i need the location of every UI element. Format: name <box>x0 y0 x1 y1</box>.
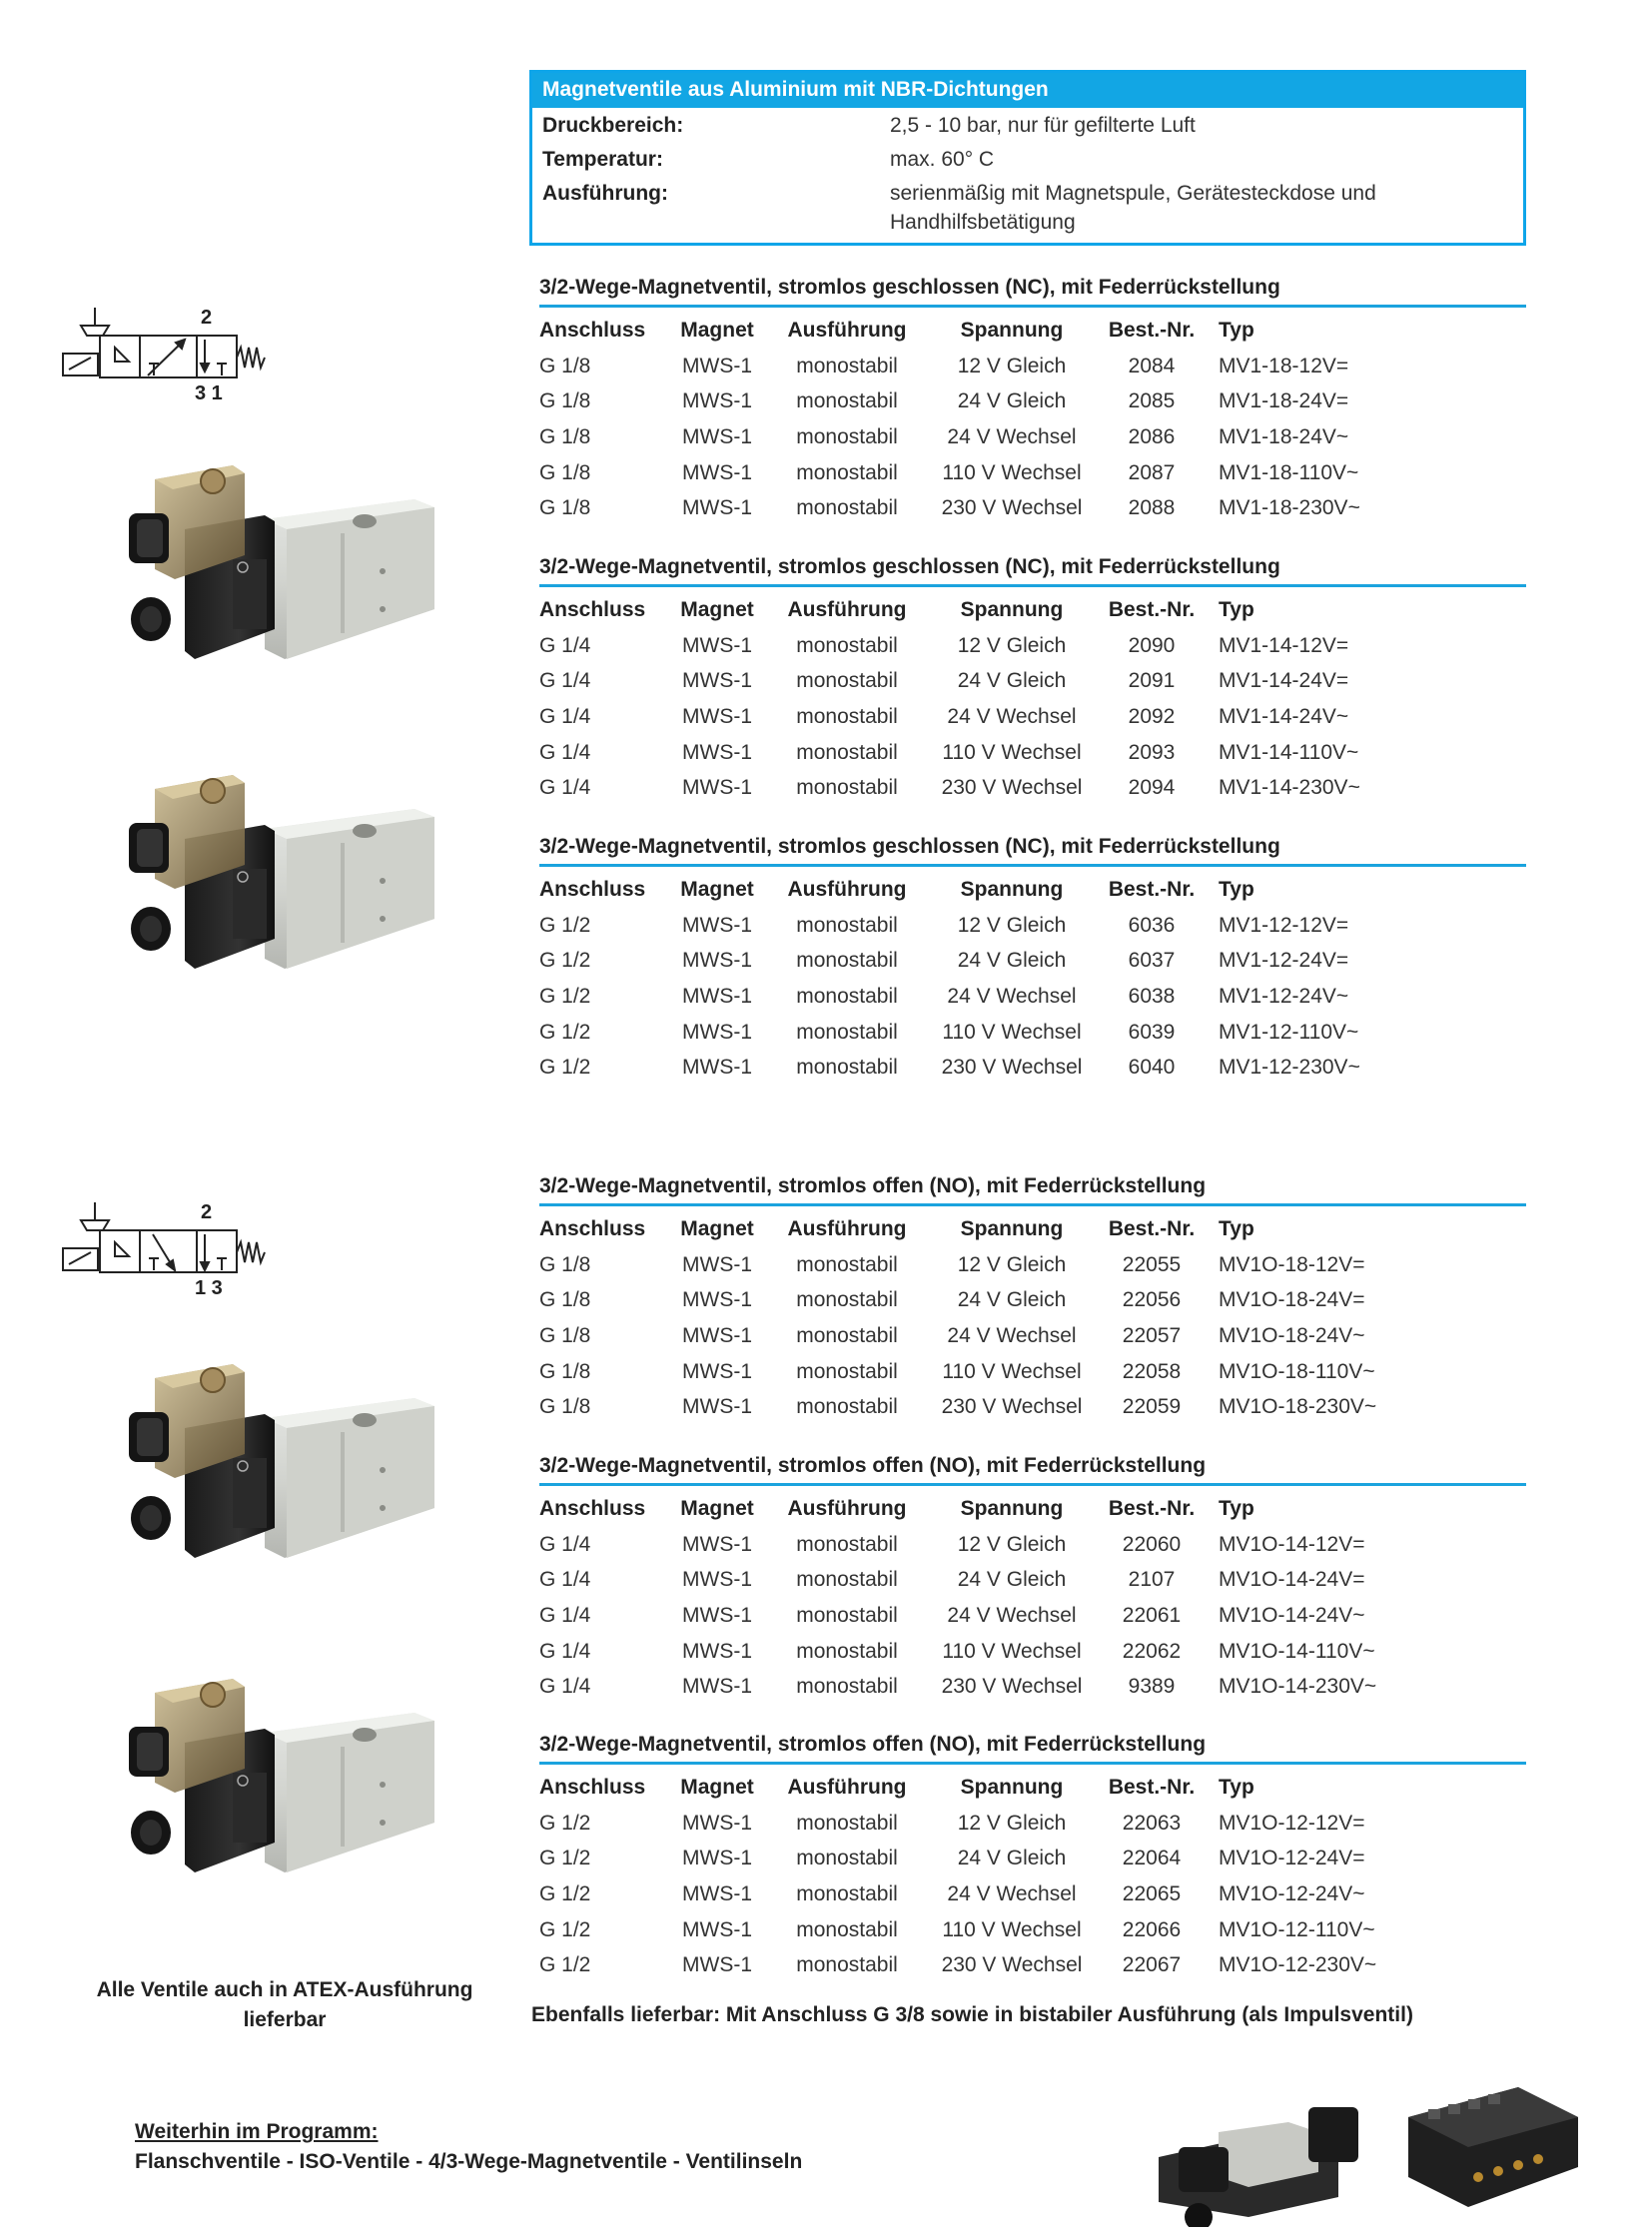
further-title: Weiterhin im Programm: <box>135 2120 379 2143</box>
column-header: Typ <box>1219 1775 1254 1799</box>
table-row <box>539 1318 1526 1354</box>
table-cell: G 1/2 <box>539 1847 591 1870</box>
table-cell: MV1-12-24V~ <box>1219 984 1349 1008</box>
table-row <box>539 1634 1526 1670</box>
table-cell: MWS-1 <box>682 776 752 800</box>
table-cell: MV1-12-230V~ <box>1219 1056 1360 1080</box>
column-header: Typ <box>1219 597 1254 621</box>
table-row <box>539 1527 1526 1563</box>
column-header: Spannung <box>960 1496 1064 1520</box>
column-header: Anschluss <box>539 877 646 901</box>
table-cell: MV1O-18-110V~ <box>1219 1359 1375 1383</box>
product-section <box>539 554 1526 806</box>
table-row <box>539 1912 1526 1948</box>
table-cell: 24 V Gleich <box>957 1847 1067 1870</box>
valve-photo-4 <box>100 1673 469 1892</box>
valve-photo-3 <box>100 1358 469 1578</box>
table-cell: MV1-18-230V~ <box>1219 496 1360 520</box>
table-cell: G 1/8 <box>539 389 591 413</box>
table-row <box>539 1354 1526 1390</box>
column-header: Spannung <box>960 318 1064 342</box>
product-section <box>539 834 1526 1086</box>
column-header: Magnet <box>680 1775 754 1799</box>
table-cell: monostabil <box>796 1532 898 1556</box>
column-header: Best.-Nr. <box>1108 1775 1196 1799</box>
table-cell: 110 V Wechsel <box>942 1639 1082 1663</box>
table-cell: 22059 <box>1122 1395 1182 1419</box>
table-cell: G 1/4 <box>539 669 591 693</box>
table-cell: monostabil <box>796 1288 898 1312</box>
table-cell: G 1/2 <box>539 1881 591 1905</box>
table-cell: 24 V Gleich <box>957 389 1067 413</box>
column-header: Best.-Nr. <box>1108 1216 1196 1240</box>
table-cell: MV1O-14-24V~ <box>1219 1603 1365 1627</box>
product-section <box>539 1453 1526 1705</box>
section-title: 3/2-Wege-Magnetventil, stromlos offen (NO), mit Federrückstellung <box>539 1173 1526 1206</box>
table-cell: G 1/2 <box>539 913 591 937</box>
table-row <box>539 1876 1526 1912</box>
table-cell: monostabil <box>796 1811 898 1835</box>
table-cell: MV1O-12-24V= <box>1219 1847 1365 1870</box>
table-cell: MV1O-14-12V= <box>1219 1532 1365 1556</box>
table-cell: 2090 <box>1128 633 1176 657</box>
table-cell: MWS-1 <box>682 1811 752 1835</box>
table-cell: MWS-1 <box>682 1847 752 1870</box>
table-cell: MWS-1 <box>682 1056 752 1080</box>
table-cell: 12 V Gleich <box>957 1811 1067 1835</box>
table-row <box>539 349 1526 384</box>
table-cell: MV1O-18-12V= <box>1219 1252 1365 1276</box>
table-cell: 12 V Gleich <box>957 1532 1067 1556</box>
table-cell: G 1/8 <box>539 354 591 377</box>
table-cell: G 1/4 <box>539 633 591 657</box>
column-header: Anschluss <box>539 1775 646 1799</box>
table-cell: monostabil <box>796 1639 898 1663</box>
column-header: Typ <box>1219 1496 1254 1520</box>
table-cell: G 1/4 <box>539 1675 591 1699</box>
table-cell: MWS-1 <box>682 1323 752 1347</box>
table-cell: 24 V Wechsel <box>947 1603 1077 1627</box>
table-cell: G 1/2 <box>539 1953 591 1977</box>
table-cell: monostabil <box>796 1568 898 1592</box>
table-cell: 6036 <box>1128 913 1176 937</box>
column-header: Best.-Nr. <box>1108 877 1196 901</box>
table-cell: monostabil <box>796 1917 898 1941</box>
table-cell: G 1/8 <box>539 1323 591 1347</box>
table-row <box>539 1598 1526 1634</box>
no-valve-symbol-icon <box>55 1194 295 1304</box>
column-header: Typ <box>1219 318 1254 342</box>
table-cell: 22065 <box>1122 1881 1182 1905</box>
table-cell: 110 V Wechsel <box>942 460 1082 484</box>
table-row <box>539 1015 1526 1051</box>
also-available-note: Ebenfalls lieferbar: Mit Anschluss G 3/8 sowie in bistabiler Ausführung (als Impulsventil) <box>531 2003 1413 2026</box>
table-cell: MWS-1 <box>682 633 752 657</box>
column-header: Spannung <box>960 1216 1064 1240</box>
table-cell: MV1-14-12V= <box>1219 633 1349 657</box>
section-title: 3/2-Wege-Magnetventil, stromlos offen (NO), mit Federrückstellung <box>539 1453 1526 1486</box>
table-cell: G 1/2 <box>539 1020 591 1044</box>
table-cell: 2092 <box>1128 704 1176 728</box>
table-cell: 12 V Gleich <box>957 354 1067 377</box>
spec-row-execution <box>532 176 1523 243</box>
table-row <box>539 663 1526 699</box>
table-cell: MV1O-12-24V~ <box>1219 1881 1365 1905</box>
table-cell: 22058 <box>1122 1359 1182 1383</box>
table-cell: 24 V Gleich <box>957 669 1067 693</box>
column-header: Magnet <box>680 597 754 621</box>
table-cell: MV1O-12-230V~ <box>1219 1953 1377 1977</box>
table-cell: G 1/4 <box>539 1532 591 1556</box>
table-cell: 6037 <box>1128 949 1176 973</box>
table-cell: 22066 <box>1122 1917 1182 1941</box>
table-cell: monostabil <box>796 1603 898 1627</box>
table-cell: monostabil <box>796 1252 898 1276</box>
valve-island-photo <box>1388 2047 1588 2217</box>
further-items: Flanschventile - ISO-Ventile - 4/3-Wege-Magnetventile - Ventilinseln <box>135 2150 803 2173</box>
table-cell: MWS-1 <box>682 1917 752 1941</box>
table-cell: MV1O-12-12V= <box>1219 1811 1365 1835</box>
column-header: Anschluss <box>539 1216 646 1240</box>
table-cell: 24 V Wechsel <box>947 704 1077 728</box>
port-label-top: 2 <box>201 1201 213 1223</box>
table-cell: MV1-12-24V= <box>1219 949 1349 973</box>
table-cell: MWS-1 <box>682 669 752 693</box>
table-cell: G 1/8 <box>539 496 591 520</box>
table-cell: monostabil <box>796 460 898 484</box>
table-cell: MWS-1 <box>682 1020 752 1044</box>
table-header <box>539 1491 1526 1527</box>
table-row <box>539 1669 1526 1705</box>
table-cell: 2094 <box>1128 776 1176 800</box>
table-cell: MV1-14-24V~ <box>1219 704 1349 728</box>
table-cell: monostabil <box>796 1881 898 1905</box>
table-cell: 24 V Wechsel <box>947 424 1077 448</box>
table-cell: 9389 <box>1128 1675 1176 1699</box>
further-programme <box>135 2117 802 2177</box>
spec-label: Ausführung: <box>542 182 668 205</box>
table-cell: G 1/8 <box>539 1252 591 1276</box>
table-row <box>539 1282 1526 1318</box>
table-cell: monostabil <box>796 1395 898 1419</box>
table-cell: MV1O-14-24V= <box>1219 1568 1365 1592</box>
table-cell: MWS-1 <box>682 913 752 937</box>
section-title: 3/2-Wege-Magnetventil, stromlos geschlossen (NC), mit Federrückstellung <box>539 554 1526 587</box>
spec-value: 2,5 - 10 bar, nur für gefilterte Luft <box>890 114 1196 137</box>
spec-value: max. 60° C <box>890 148 995 171</box>
table-row <box>539 1841 1526 1876</box>
table-cell: monostabil <box>796 424 898 448</box>
column-header: Ausführung <box>787 318 907 342</box>
table-cell: monostabil <box>796 913 898 937</box>
table-cell: monostabil <box>796 669 898 693</box>
spec-label: Druckbereich: <box>542 114 684 137</box>
column-header: Ausführung <box>787 597 907 621</box>
column-header: Best.-Nr. <box>1108 1496 1196 1520</box>
table-cell: MWS-1 <box>682 984 752 1008</box>
table-cell: G 1/4 <box>539 1568 591 1592</box>
table-cell: 110 V Wechsel <box>942 1917 1082 1941</box>
table-header <box>539 592 1526 628</box>
table-cell: G 1/2 <box>539 949 591 973</box>
table-cell: 12 V Gleich <box>957 1252 1067 1276</box>
valve-photo-1 <box>100 459 469 679</box>
table-cell: 2086 <box>1128 424 1176 448</box>
table-cell: 110 V Wechsel <box>942 1020 1082 1044</box>
table-cell: 22063 <box>1122 1811 1182 1835</box>
table-cell: MV1-18-110V~ <box>1219 460 1359 484</box>
table-cell: MWS-1 <box>682 1603 752 1627</box>
table-cell: 24 V Wechsel <box>947 984 1077 1008</box>
table-cell: MWS-1 <box>682 1395 752 1419</box>
spec-label: Temperatur: <box>542 148 663 171</box>
table-cell: MWS-1 <box>682 1359 752 1383</box>
column-header: Magnet <box>680 1216 754 1240</box>
table-cell: MWS-1 <box>682 1881 752 1905</box>
table-cell: 2091 <box>1128 669 1176 693</box>
table-cell: monostabil <box>796 1953 898 1977</box>
table-row <box>539 628 1526 664</box>
table-cell: monostabil <box>796 1359 898 1383</box>
column-header: Ausführung <box>787 1496 907 1520</box>
table-cell: MWS-1 <box>682 1532 752 1556</box>
table-cell: 2093 <box>1128 740 1176 764</box>
table-cell: MWS-1 <box>682 1288 752 1312</box>
table-header <box>539 1211 1526 1247</box>
table-cell: monostabil <box>796 704 898 728</box>
table-cell: 22064 <box>1122 1847 1182 1870</box>
product-section <box>539 1173 1526 1425</box>
port-label-bottom: 1 3 <box>195 1277 223 1299</box>
column-header: Best.-Nr. <box>1108 597 1196 621</box>
table-row <box>539 1947 1526 1983</box>
table-row <box>539 943 1526 979</box>
table-cell: 22057 <box>1122 1323 1182 1347</box>
port-label-top: 2 <box>201 307 213 329</box>
table-cell: MV1O-14-110V~ <box>1219 1639 1375 1663</box>
column-header: Spannung <box>960 597 1064 621</box>
table-header <box>539 1770 1526 1806</box>
table-cell: MV1-12-110V~ <box>1219 1020 1359 1044</box>
table-cell: 2088 <box>1128 496 1176 520</box>
valve-photo-2 <box>100 769 469 989</box>
table-row <box>539 699 1526 735</box>
table-cell: 24 V Gleich <box>957 1288 1067 1312</box>
table-row <box>539 1247 1526 1283</box>
table-cell: 24 V Gleich <box>957 949 1067 973</box>
table-cell: 110 V Wechsel <box>942 1359 1082 1383</box>
table-row <box>539 1806 1526 1842</box>
table-cell: MWS-1 <box>682 740 752 764</box>
column-header: Magnet <box>680 318 754 342</box>
table-cell: 24 V Gleich <box>957 1568 1067 1592</box>
table-cell: 2085 <box>1128 389 1176 413</box>
table-cell: 24 V Wechsel <box>947 1323 1077 1347</box>
section-title: 3/2-Wege-Magnetventil, stromlos offen (NO), mit Federrückstellung <box>539 1732 1526 1765</box>
table-cell: monostabil <box>796 389 898 413</box>
column-header: Best.-Nr. <box>1108 318 1196 342</box>
table-cell: G 1/2 <box>539 984 591 1008</box>
table-cell: MV1-18-24V~ <box>1219 424 1349 448</box>
column-header: Ausführung <box>787 1775 907 1799</box>
table-cell: MWS-1 <box>682 389 752 413</box>
table-cell: G 1/4 <box>539 704 591 728</box>
table-cell: 2087 <box>1128 460 1176 484</box>
port-label-bottom: 3 1 <box>195 382 223 404</box>
table-cell: 6040 <box>1128 1056 1176 1080</box>
table-cell: G 1/4 <box>539 1639 591 1663</box>
table-cell: 230 V Wechsel <box>941 776 1083 800</box>
table-cell: 24 V Wechsel <box>947 1881 1077 1905</box>
table-row <box>539 908 1526 944</box>
table-cell: 22060 <box>1122 1532 1182 1556</box>
table-cell: G 1/8 <box>539 1395 591 1419</box>
table-cell: 22067 <box>1122 1953 1182 1977</box>
table-cell: monostabil <box>796 1020 898 1044</box>
spec-box <box>529 70 1526 246</box>
table-header <box>539 872 1526 908</box>
table-cell: monostabil <box>796 1056 898 1080</box>
table-cell: G 1/8 <box>539 460 591 484</box>
table-cell: 6038 <box>1128 984 1176 1008</box>
table-cell: monostabil <box>796 984 898 1008</box>
table-cell: 6039 <box>1128 1020 1176 1044</box>
table-cell: 230 V Wechsel <box>941 496 1083 520</box>
column-header: Spannung <box>960 1775 1064 1799</box>
table-row <box>539 1562 1526 1598</box>
table-cell: MWS-1 <box>682 1252 752 1276</box>
table-cell: MWS-1 <box>682 496 752 520</box>
flange-valve-photo <box>1139 2077 1368 2227</box>
table-cell: MV1O-18-24V~ <box>1219 1323 1365 1347</box>
section-title: 3/2-Wege-Magnetventil, stromlos geschlossen (NC), mit Federrückstellung <box>539 834 1526 867</box>
table-cell: MWS-1 <box>682 424 752 448</box>
table-cell: G 1/2 <box>539 1917 591 1941</box>
table-cell: 230 V Wechsel <box>941 1056 1083 1080</box>
table-cell: MV1O-14-230V~ <box>1219 1675 1377 1699</box>
column-header: Magnet <box>680 877 754 901</box>
table-header <box>539 313 1526 349</box>
column-header: Anschluss <box>539 1496 646 1520</box>
table-cell: MV1-14-110V~ <box>1219 740 1359 764</box>
table-cell: MV1O-12-110V~ <box>1219 1917 1375 1941</box>
table-row <box>539 979 1526 1015</box>
spec-row-temperature <box>532 142 1523 176</box>
table-cell: 2084 <box>1128 354 1176 377</box>
table-cell: 22056 <box>1122 1288 1182 1312</box>
table-cell: monostabil <box>796 776 898 800</box>
spec-value: serienmäßig mit Magnetspule, Gerätesteckdose und Handhilfsbetätigung <box>890 182 1376 234</box>
table-row <box>539 383 1526 419</box>
table-cell: monostabil <box>796 949 898 973</box>
table-cell: monostabil <box>796 740 898 764</box>
table-row <box>539 735 1526 771</box>
column-header: Anschluss <box>539 318 646 342</box>
table-cell: 12 V Gleich <box>957 913 1067 937</box>
table-cell: G 1/2 <box>539 1056 591 1080</box>
table-cell: 230 V Wechsel <box>941 1675 1083 1699</box>
table-cell: MV1-18-12V= <box>1219 354 1349 377</box>
table-cell: G 1/8 <box>539 424 591 448</box>
table-cell: MV1-14-230V~ <box>1219 776 1360 800</box>
table-cell: MWS-1 <box>682 354 752 377</box>
table-cell: monostabil <box>796 354 898 377</box>
table-cell: monostabil <box>796 1323 898 1347</box>
spec-header: Magnetventile aus Aluminium mit NBR-Dichtungen <box>532 73 1523 108</box>
table-row <box>539 419 1526 455</box>
table-row <box>539 1389 1526 1425</box>
table-cell: MV1O-18-24V= <box>1219 1288 1365 1312</box>
table-row <box>539 455 1526 491</box>
table-cell: MWS-1 <box>682 949 752 973</box>
table-cell: monostabil <box>796 1675 898 1699</box>
product-section <box>539 1732 1526 1983</box>
column-header: Ausführung <box>787 1216 907 1240</box>
table-cell: G 1/4 <box>539 1603 591 1627</box>
table-cell: G 1/8 <box>539 1359 591 1383</box>
table-cell: MWS-1 <box>682 1953 752 1977</box>
atex-note: Alle Ventile auch in ATEX-Ausführung lieferbar <box>96 1978 473 2031</box>
table-cell: G 1/8 <box>539 1288 591 1312</box>
table-cell: monostabil <box>796 1847 898 1870</box>
table-cell: 2107 <box>1128 1568 1176 1592</box>
table-cell: 22061 <box>1122 1603 1182 1627</box>
table-row <box>539 490 1526 526</box>
table-cell: MV1-12-12V= <box>1219 913 1349 937</box>
table-cell: 230 V Wechsel <box>941 1395 1083 1419</box>
table-cell: 110 V Wechsel <box>942 740 1082 764</box>
table-row <box>539 1050 1526 1086</box>
table-cell: MV1O-18-230V~ <box>1219 1395 1377 1419</box>
table-cell: MV1-14-24V= <box>1219 669 1349 693</box>
column-header: Anschluss <box>539 597 646 621</box>
table-cell: 22062 <box>1122 1639 1182 1663</box>
table-cell: MWS-1 <box>682 1568 752 1592</box>
table-cell: MWS-1 <box>682 1675 752 1699</box>
table-cell: MV1-18-24V= <box>1219 389 1349 413</box>
table-cell: G 1/2 <box>539 1811 591 1835</box>
table-cell: MWS-1 <box>682 1639 752 1663</box>
table-cell: 22055 <box>1122 1252 1182 1276</box>
column-header: Ausführung <box>787 877 907 901</box>
product-section <box>539 275 1526 526</box>
table-cell: 12 V Gleich <box>957 633 1067 657</box>
column-header: Magnet <box>680 1496 754 1520</box>
table-cell: monostabil <box>796 633 898 657</box>
table-cell: MWS-1 <box>682 460 752 484</box>
table-cell: monostabil <box>796 496 898 520</box>
nc-valve-symbol-icon <box>55 300 295 409</box>
column-header: Typ <box>1219 877 1254 901</box>
table-cell: 230 V Wechsel <box>941 1953 1083 1977</box>
table-cell: MWS-1 <box>682 704 752 728</box>
table-cell: G 1/4 <box>539 776 591 800</box>
column-header: Typ <box>1219 1216 1254 1240</box>
section-title: 3/2-Wege-Magnetventil, stromlos geschlossen (NC), mit Federrückstellung <box>539 275 1526 308</box>
table-cell: G 1/4 <box>539 740 591 764</box>
spec-row-pressure <box>532 108 1523 142</box>
column-header: Spannung <box>960 877 1064 901</box>
table-row <box>539 770 1526 806</box>
